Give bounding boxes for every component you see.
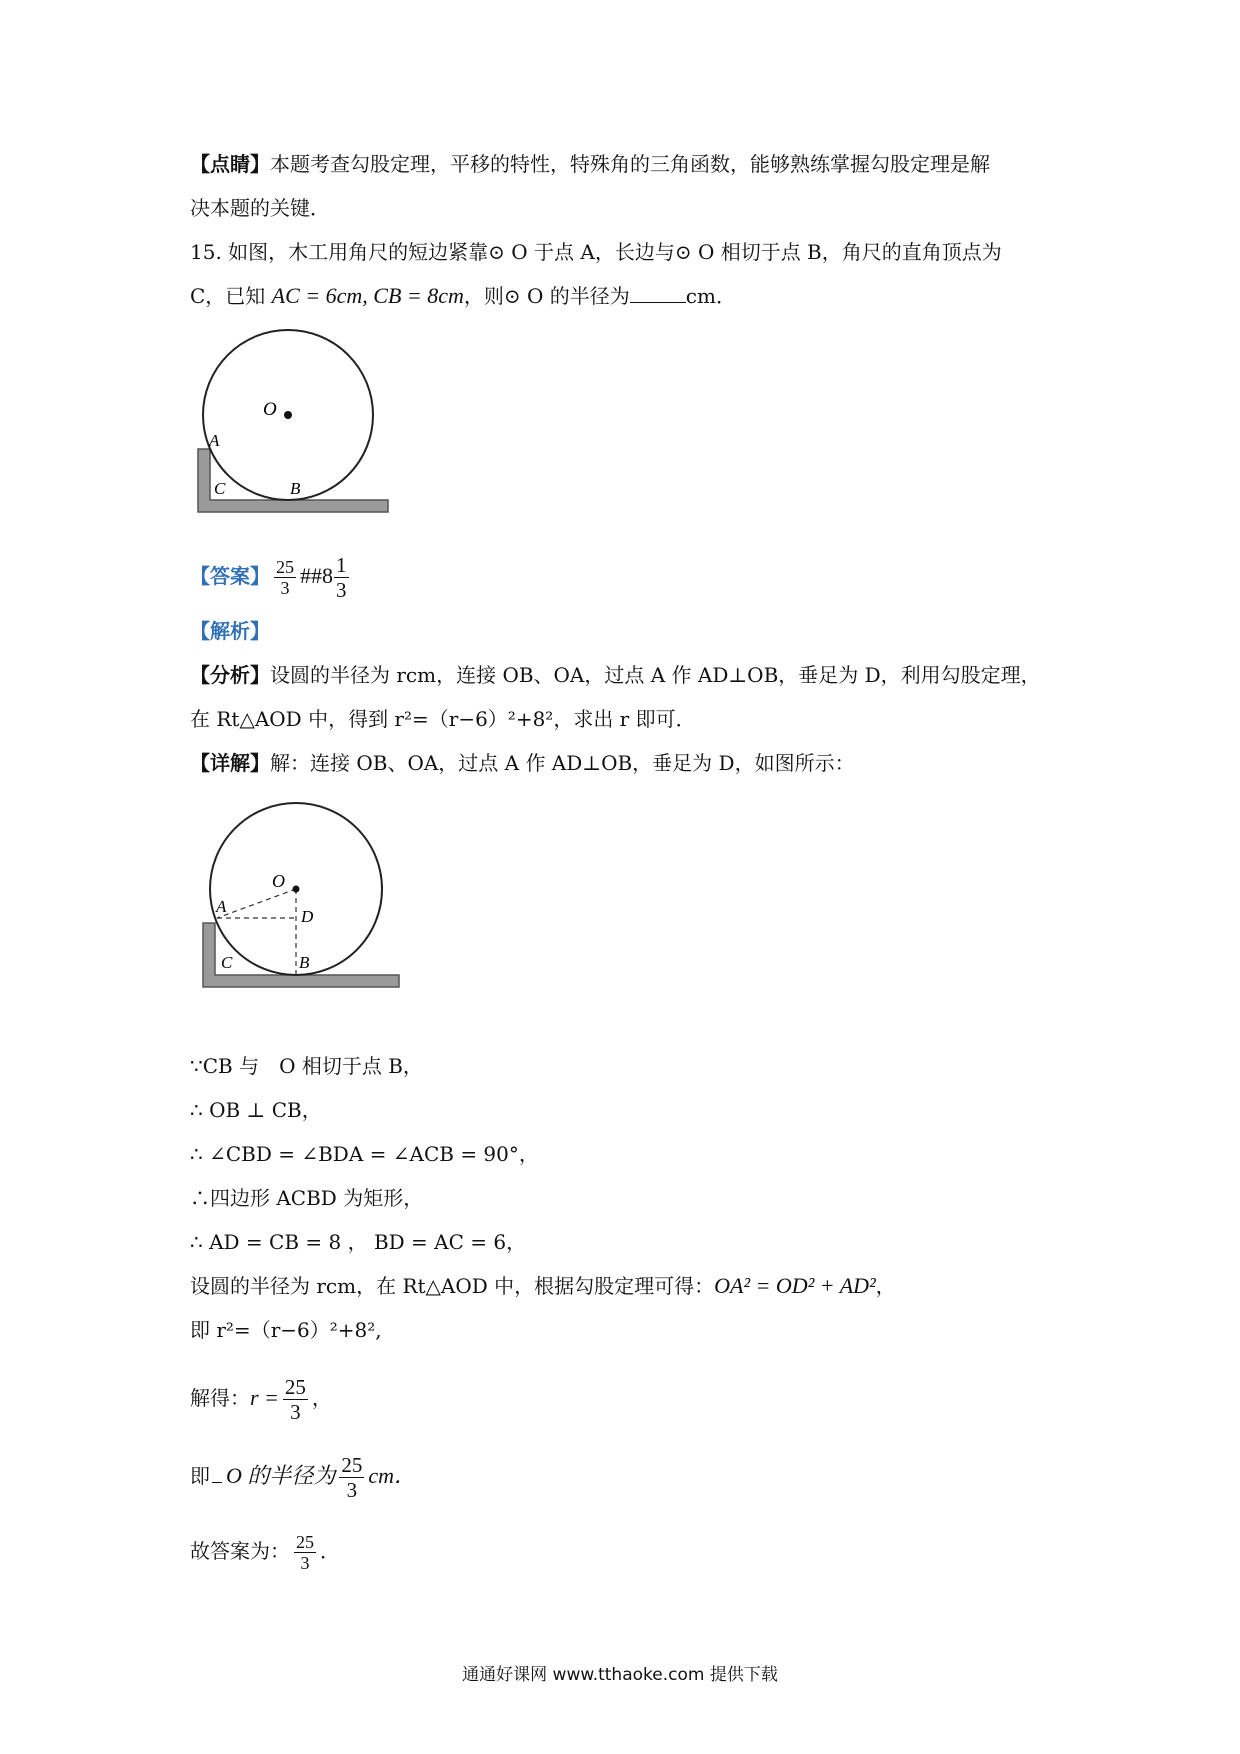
step-9-text-a: 即 [190, 1464, 210, 1488]
step-3: ∴ ∠CBD = ∠BDA = ∠ACB = 90°， [190, 1142, 539, 1166]
label-c-1: C [214, 479, 226, 498]
step-2: ∴ OB ⊥ CB， [190, 1098, 322, 1122]
answer-fraction-1 [274, 557, 296, 598]
answer-blank [630, 282, 686, 303]
step-8-fraction-den: 3 [290, 1400, 301, 1424]
step-9 [190, 1448, 416, 1504]
step-8-text: 解得： [190, 1386, 250, 1410]
q15-text-c: cm． [685, 284, 736, 308]
question-15-line-1: 15. 如图，木工用角尺的短边紧靠⊙ O 于点 A，长边与⊙ O 相切于点 B，角尺的直角顶点为 [190, 240, 1002, 264]
fenxi-tag: 【分析】 [190, 663, 270, 687]
step-5: ∴ AD = CB = 8 ， BD = AC = 6， [190, 1230, 527, 1254]
figure-circle-with-d [195, 795, 415, 995]
step-10-text: 故答案为： [190, 1539, 290, 1563]
dianjing-text-1: 本题考查勾股定理，平移的特性，特殊角的三角函数，能够熟练掌握勾股定理是解 [270, 152, 990, 176]
step-10-fraction-den: 3 [300, 1553, 310, 1573]
step-6 [190, 1272, 896, 1300]
dianjing-tag: 【点睛】 [190, 152, 270, 176]
jiexi-tag: 【解析】 [190, 619, 270, 643]
step-8-fraction-num: 25 [284, 1375, 306, 1399]
q15-text-a: C，已知 [190, 284, 272, 308]
step-9-fraction-den: 3 [346, 1478, 358, 1502]
step-8-end: ， [311, 1386, 332, 1410]
step-9-fraction-num: 25 [341, 1453, 363, 1477]
step-10 [190, 1526, 340, 1576]
answer-fraction-2-num: 1 [336, 553, 347, 577]
step-8-fraction [283, 1375, 308, 1424]
dianjing-line-1 [190, 150, 990, 178]
fenxi-line-2: 在 Rt△AOD 中，得到 r²=（r−6）²+8²，求出 r 即可． [190, 707, 696, 731]
q15-text-b: ，则⊙ O 的半径为 [463, 284, 630, 308]
step-1: ∵CB 与 O 相切于点 B， [190, 1054, 423, 1078]
label-a-2: A [216, 897, 227, 916]
dianjing-line-2: 决本题的关键． [190, 196, 330, 220]
step-6-end: ， [875, 1274, 896, 1298]
xiangjie-text: 解：连接 OB、OA，过点 A 作 AD⊥OB，垂足为 D，如图所示： [270, 751, 855, 775]
answer-tag: 【答案】 [190, 564, 270, 588]
step-10-fraction-num: 25 [296, 1532, 314, 1552]
answer-line [190, 553, 353, 602]
page-footer: 通通好课网 www.tthaoke.com 提供下载 [462, 1665, 778, 1685]
center-dot-2 [293, 886, 300, 893]
step-6-math: OA² = OD² + AD² [714, 1273, 876, 1298]
step-9-unit: cm． [368, 1463, 417, 1488]
q15-math: AC = 6cm, CB = 8cm [271, 283, 464, 308]
answer-fraction-2 [334, 553, 349, 602]
step-10-end: ． [320, 1539, 340, 1563]
xiangjie-tag: 【详解】 [190, 751, 270, 775]
step-10-fraction [294, 1532, 316, 1573]
odot-placeholder [212, 1464, 222, 1483]
label-a-1: A [209, 431, 220, 450]
label-b-2: B [299, 953, 310, 972]
fenxi-line-1 [190, 661, 1041, 689]
label-d-2: D [301, 907, 314, 926]
step-7: 即 r²=（r−6）²+8², [190, 1318, 382, 1342]
step-4: ∴四边形 ACBD 为矩形， [190, 1186, 424, 1210]
answer-fraction-1-den: 3 [280, 578, 290, 598]
answer-fraction-2-den: 3 [336, 578, 347, 602]
step-6-text: 设圆的半径为 rcm，在 Rt△AOD 中，根据勾股定理可得： [190, 1274, 715, 1298]
xiangjie-line [190, 749, 855, 777]
jiexi-line [190, 617, 270, 645]
label-o-2: O [272, 871, 285, 891]
answer-fraction-1-num: 25 [276, 557, 294, 577]
step-8 [190, 1370, 332, 1426]
figure-circle-square [190, 325, 410, 520]
label-o-1: O [263, 399, 277, 420]
step-9-fraction [339, 1453, 364, 1502]
step-8-math: r = [250, 1385, 279, 1410]
segment-oa [217, 889, 296, 918]
label-c-2: C [221, 953, 233, 972]
step-9-text-b: O 的半径为 [226, 1463, 336, 1488]
label-b-1: B [290, 479, 301, 498]
fenxi-text-1: 设圆的半径为 rcm，连接 OB、OA，过点 A 作 AD⊥OB，垂足为 D，利用勾股定理， [270, 663, 1041, 687]
answer-hash: ##8 [300, 563, 333, 588]
question-15-line-2 [190, 282, 736, 310]
center-dot-1 [284, 411, 292, 419]
